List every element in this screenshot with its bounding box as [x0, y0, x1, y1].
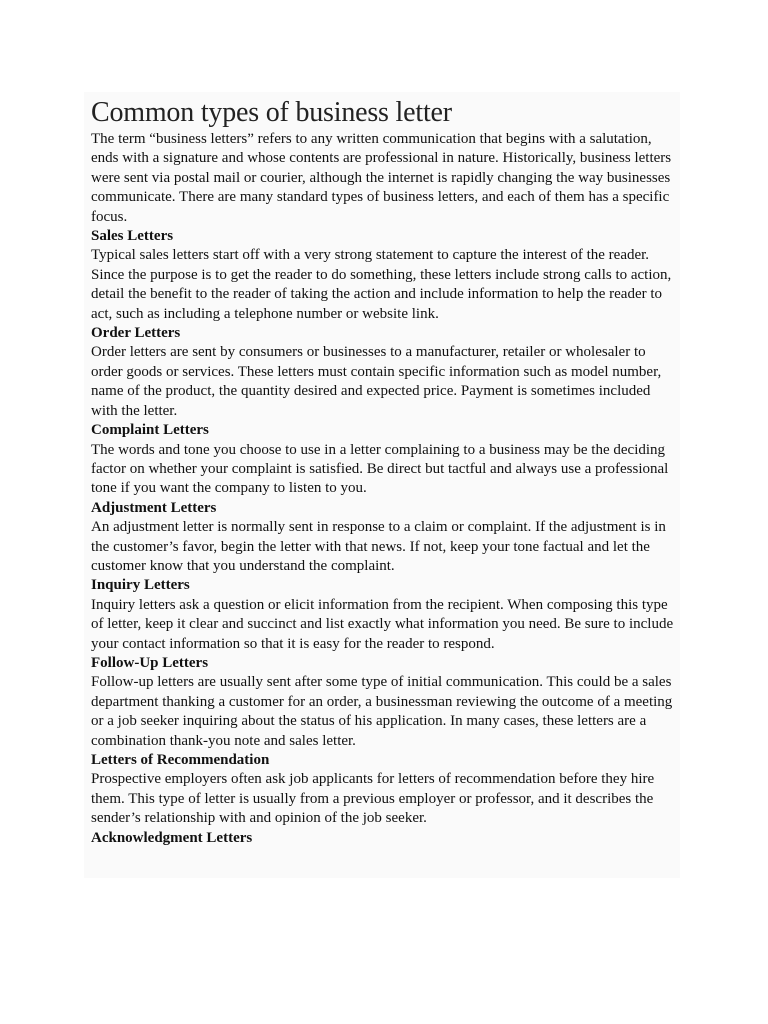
section-body-letters-of-recommendation: Prospective employers often ask job applicants for letters of recommendation before they hire them. This type of letter is usually from a previous employer or professor, and it describes the sender’s relationship with and opinion of the job seeker.: [91, 771, 655, 827]
document-page: [84, 92, 680, 878]
intro-paragraph: The term “business letters” refers to any written communication that begins with a salutation, ends with a signature and whose contents are professional in nature. Historically, business letters were sent via postal mail or courier, although the internet is rapidly changing the way businesses communicate. There are many standard types of business letters, and each of them has a specific focus.: [91, 131, 672, 225]
section-body-sales-letters: Typical sales letters start off with a very strong statement to capture the interest of the reader. Since the purpose is to get the reader to do something, these letters include strong calls to action, detail the benefit to the reader of taking the action and include information to help the reader to act, such as including a telephone number or website link.: [91, 247, 672, 322]
section-heading-acknowledgment-letters: Acknowledgment Letters: [91, 829, 253, 846]
section-heading-order-letters: Order Letters: [91, 325, 181, 342]
section-heading-adjustment-letters: Adjustment Letters: [91, 499, 217, 516]
section-heading-inquiry-letters: Inquiry Letters: [91, 577, 190, 594]
section-heading-follow-up-letters: Follow-Up Letters: [91, 654, 209, 671]
section-body-follow-up-letters: Follow-up letters are usually sent after some type of initial communication. This could be a sales department thanking a customer for an order, a businessman reviewing the outcome of a meeting or a job seeker inquiring about the status of his application. In many cases, these letters are a combination thank-you note and sales letter.: [91, 674, 673, 749]
document-title: Common types of business letter: [91, 97, 452, 128]
section-body-adjustment-letters: An adjustment letter is normally sent in response to a claim or complaint. If the adjustment is in the customer’s favor, begin the letter with that news. If not, keep your tone factual and let the customer know that you understand the complaint.: [91, 519, 666, 574]
section-body-complaint-letters: The words and tone you choose to use in a letter complaining to a business may be the deciding factor on whether your complaint is satisfied. Be direct but tactful and always use a professional tone if you want the company to listen to you.: [91, 441, 669, 497]
section-heading-sales-letters: Sales Letters: [91, 228, 174, 245]
section-body-inquiry-letters: Inquiry letters ask a question or elicit information from the recipient. When composing this type of letter, keep it clear and succinct and list exactly what information you need. Be sure to include your contact information so that it is easy for the reader to respond.: [91, 596, 674, 652]
section-heading-complaint-letters: Complaint Letters: [91, 422, 209, 439]
section-heading-letters-of-recommendation: Letters of Recommendation: [91, 752, 270, 768]
section-body-order-letters: Order letters are sent by consumers or businesses to a manufacturer, retailer or wholesaler to order goods or services. These letters must contain specific information such as model number, name of the product, the quantity desired and expected price. Payment is sometimes included with the letter.: [91, 344, 662, 419]
